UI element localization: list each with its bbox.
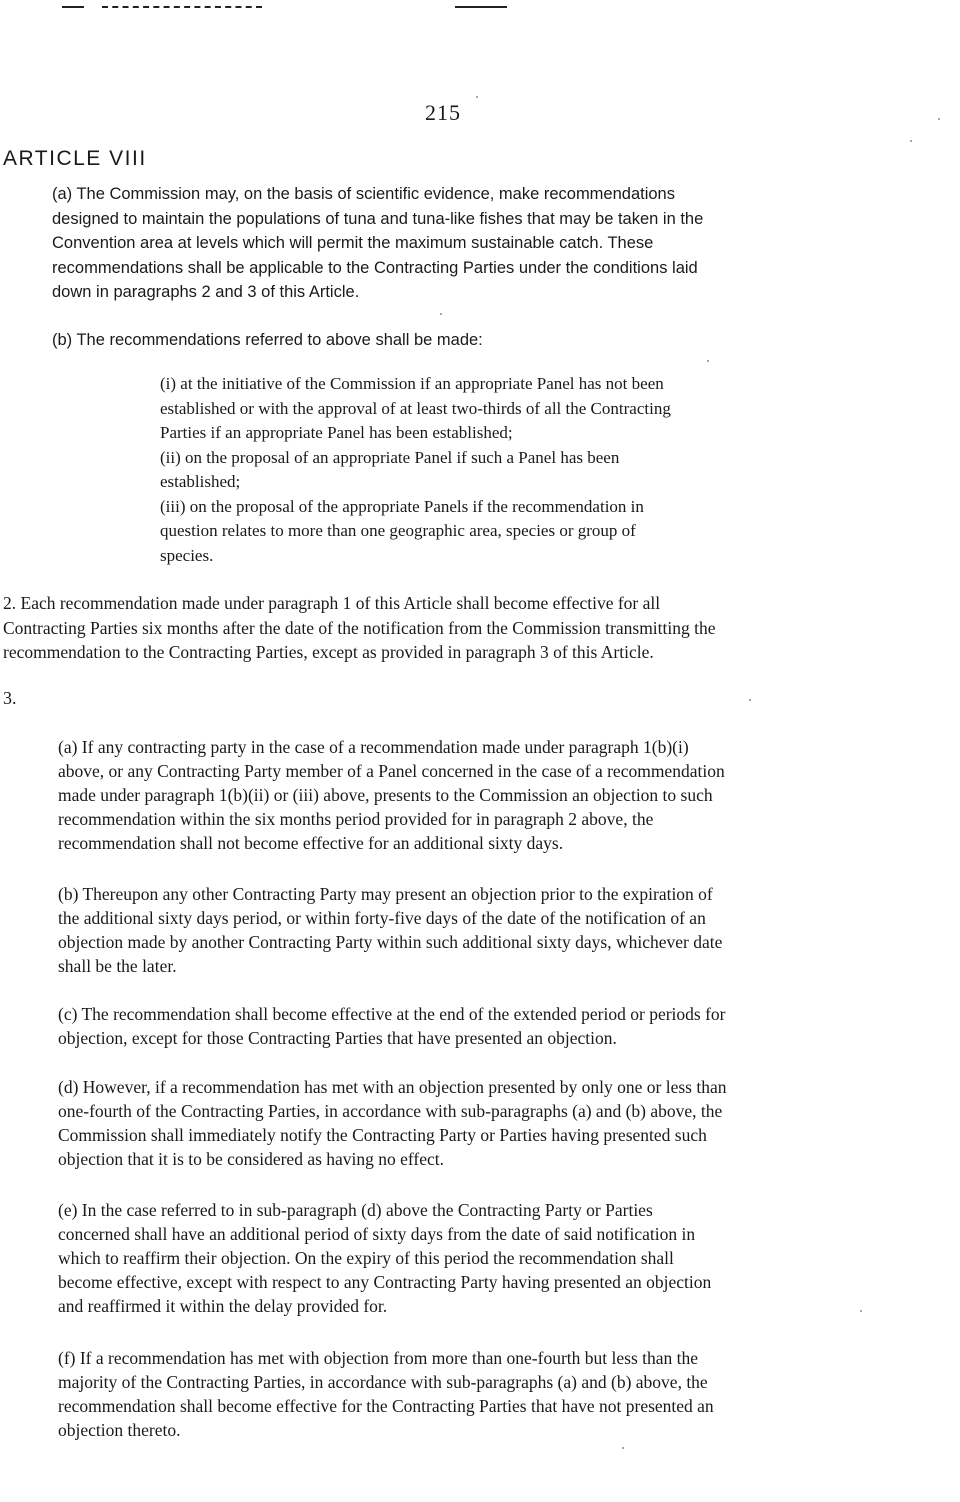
paragraph-3c — [58, 1002, 938, 1050]
text-line: (e) In the case referred to in sub-paragraph (d) above the Contracting Party or Parties — [58, 1200, 653, 1220]
paragraph-2 — [3, 591, 943, 665]
text-line: above, or any Contracting Party member of a Panel concerned in the case of a recommendation — [58, 761, 725, 781]
text-line: which to reaffirm their objection. On the expiry of this period the recommendation shall — [58, 1248, 674, 1268]
scan-speck — [910, 140, 912, 142]
text-line: recommendation shall not become effective for an additional sixty days. — [58, 833, 564, 853]
text-line: become effective, except with respect to any Contracting Party having presented an objection — [58, 1272, 712, 1292]
text-line: recommendation to the Contracting Parties, except as provided in paragraph 3 of this Article. — [3, 642, 654, 662]
text-line: species. — [160, 545, 214, 565]
top-rule — [455, 6, 507, 8]
text-line: shall be the later. — [58, 956, 177, 976]
text-line: question relates to more than one geographic area, species or group of — [160, 521, 636, 540]
text-line: Parties if an appropriate Panel has been established; — [160, 423, 513, 442]
text-line: concerned shall have an additional period of sixty days from the date of said notification in — [58, 1224, 696, 1244]
text-line: objection that it is to be considered as having no effect. — [58, 1149, 445, 1169]
text-line: recommendation shall become effective for the Contracting Parties that have not presented an — [58, 1396, 714, 1416]
top-rule — [62, 6, 84, 8]
top-rule — [102, 6, 262, 8]
text-line: Commission shall immediately notify the Contracting Party or Parties having presented such — [58, 1125, 707, 1145]
text-line: (b) Thereupon any other Contracting Party may present an objection prior to the expiration of — [58, 884, 713, 904]
scan-speck — [860, 1310, 862, 1312]
text-line: (b) The recommendations referred to above shall be made: — [52, 331, 483, 349]
text-line: recommendation within the six months period provided for in paragraph 2 above, the — [58, 809, 654, 829]
text-line: Contracting Parties six months after the date of the notification from the Commission transmitting the — [3, 617, 716, 638]
text-line: recommendations shall be applicable to the Contracting Parties under the conditions laid — [52, 258, 698, 277]
text-line: established; — [160, 472, 241, 491]
text-line: 2. Each recommendation made under paragraph 1 of this Article shall become effective for all — [3, 593, 661, 613]
text-line: (a) The Commission may, on the basis of scientific evidence, make recommendations — [52, 185, 675, 203]
scan-speck — [749, 699, 751, 701]
scan-speck — [622, 1447, 624, 1449]
scan-speck — [707, 360, 709, 362]
scan-speck — [440, 313, 442, 315]
paragraph-1a — [52, 182, 912, 305]
text-line: (i) at the initiative of the Commission if an appropriate Panel has not been — [160, 374, 664, 393]
text-line: objection, except for those Contracting Parties that have presented an objection. — [58, 1028, 617, 1048]
scan-speck — [938, 118, 940, 120]
text-line: down in paragraphs 2 and 3 of this Article. — [52, 283, 360, 301]
text-line: (ii) on the proposal of an appropriate Panel if such a Panel has been — [160, 447, 620, 467]
paragraph-3b — [58, 882, 938, 978]
text-line: (iii) on the proposal of the appropriate Panels if the recommendation in — [160, 496, 644, 516]
text-line: (d) However, if a recommendation has met with an objection presented by only one or less than — [58, 1077, 727, 1097]
text-line: made under paragraph 1(b)(ii) or (iii) above, presents to the Commission an objection to such — [58, 785, 713, 805]
article-title: ARTICLE VIII — [3, 147, 147, 170]
text-line: the additional sixty days period, or within forty-five days of the date of the notification of an — [58, 908, 706, 928]
text-line: established or with the approval of at least two-thirds of all the Contracting — [160, 398, 671, 418]
text-line: (f) If a recommendation has met with objection from more than one-fourth but less than the — [58, 1348, 699, 1368]
paragraph-3a — [58, 735, 938, 855]
page-number: 215 — [425, 100, 461, 125]
text-line: objection thereto. — [58, 1420, 181, 1440]
text-line: (c) The recommendation shall become effective at the end of the extended period or periods for — [58, 1004, 726, 1024]
paragraph-3f — [58, 1346, 938, 1442]
text-line: one-fourth of the Contracting Parties, in accordance with sub-paragraphs (a) and (b) above, the — [58, 1101, 723, 1121]
text-line: and reaffirmed it within the delay provided for. — [58, 1296, 388, 1316]
text-line: designed to maintain the populations of tuna and tuna-like fishes that may be taken in the — [52, 209, 704, 228]
text-line: Convention area at levels which will permit the maximum sustainable catch. These — [52, 234, 654, 252]
paragraph-1b-intro — [52, 328, 752, 352]
text-line: majority of the Contracting Parties, in accordance with sub-paragraphs (a) and (b) above, the — [58, 1372, 708, 1392]
paragraph-3e — [58, 1198, 938, 1318]
text-line: (a) If any contracting party in the case of a recommendation made under paragraph 1(b)(i) — [58, 737, 689, 757]
paragraph-3-marker: 3. — [3, 688, 17, 708]
scan-speck — [476, 96, 478, 98]
paragraph-1b-items — [160, 372, 900, 568]
text-line: objection made by another Contracting Party within such additional sixty days, whichever date — [58, 932, 723, 952]
paragraph-3d — [58, 1075, 938, 1171]
